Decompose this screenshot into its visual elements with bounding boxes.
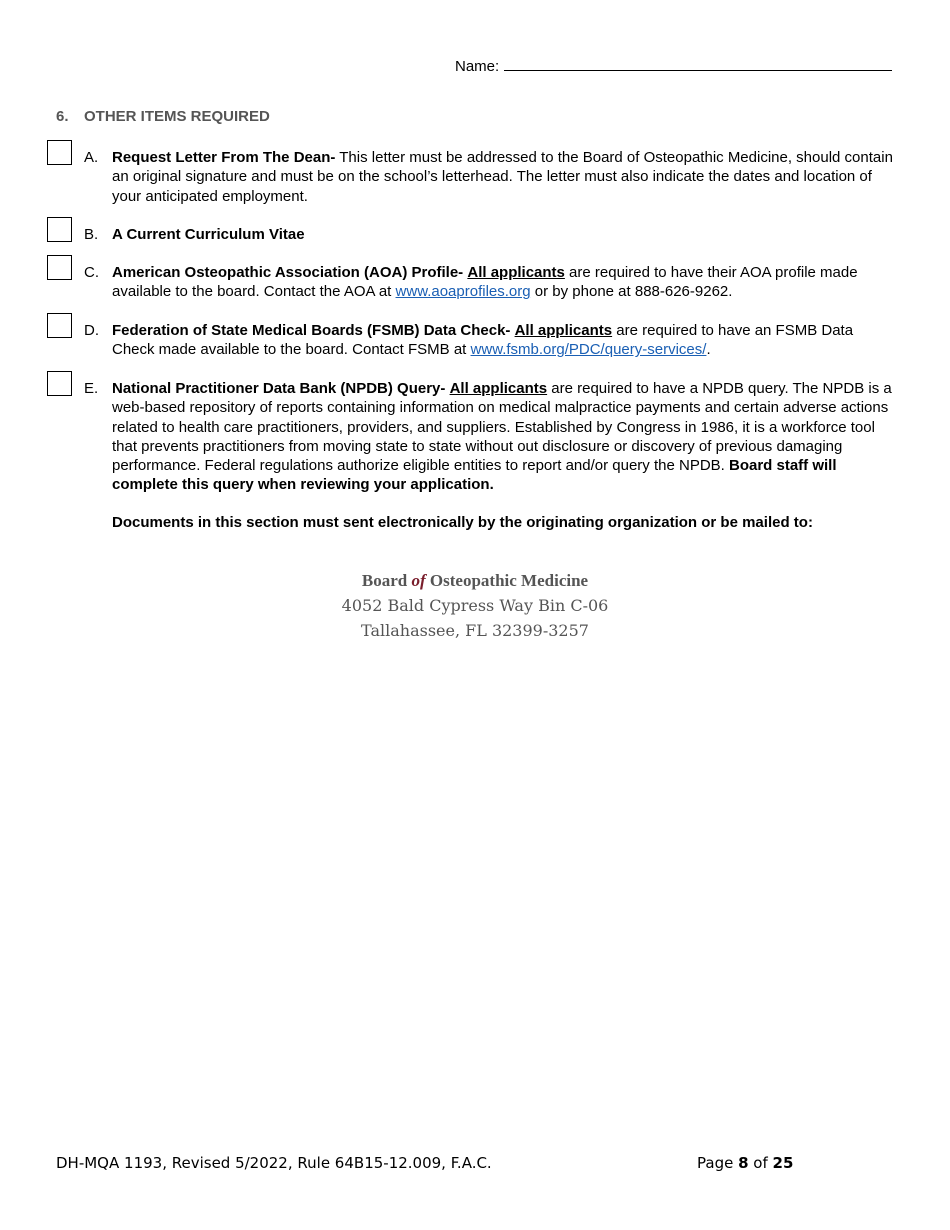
item-text xyxy=(112,321,897,360)
checkbox-item-c[interactable] xyxy=(47,255,72,280)
item-body: This letter must be addressed to the Board of Osteopathic Medicine, should contain an original signature and must be on the school’s letterhead. The letter must also indicate the dates and location of your anticipated employment. xyxy=(112,149,893,205)
item-emphasis: All applicants xyxy=(467,264,565,281)
name-field-row xyxy=(455,56,892,75)
mailing-address xyxy=(0,568,950,643)
item-letter: D. xyxy=(84,322,99,339)
aoa-link[interactable]: www.aoaprofiles.org xyxy=(395,283,531,301)
org-name-part: Board xyxy=(361,571,412,590)
item-body-end: or by phone at 888-626-9262. xyxy=(530,283,733,301)
address-line-2: Tallahassee, FL 32399-3257 xyxy=(361,621,589,640)
section-title: OTHER ITEMS REQUIRED xyxy=(84,108,270,125)
item-title: A Current Curriculum Vitae xyxy=(112,226,305,243)
mail-instructions: Documents in this section must sent electronically by the originating organization or be mailed to: xyxy=(112,514,813,531)
org-name-of: of xyxy=(411,571,426,590)
item-title: Federation of State Medical Boards (FSMB) Data Check- xyxy=(112,322,511,339)
item-title: National Practitioner Data Bank (NPDB) Query- xyxy=(112,380,446,397)
page-current: 8 xyxy=(738,1154,749,1172)
item-body: are required to have an FSMB Data Check made available to the board. Contact FSMB at xyxy=(112,322,854,359)
item-title: Request Letter From The Dean- xyxy=(112,149,336,166)
name-label: Name: xyxy=(455,58,500,75)
item-text xyxy=(112,263,897,302)
address-line-1: 4052 Bald Cypress Way Bin C-06 xyxy=(341,596,609,615)
name-input-line[interactable] xyxy=(504,56,892,71)
item-letter: E. xyxy=(84,380,99,397)
item-letter: C. xyxy=(84,264,99,281)
item-body-end: . xyxy=(706,341,711,359)
checkbox-item-d[interactable] xyxy=(47,313,72,338)
footer-page-number xyxy=(697,1154,793,1172)
page-total: 25 xyxy=(772,1154,794,1172)
section-heading xyxy=(56,108,270,125)
item-text xyxy=(112,379,897,495)
page-label: Page xyxy=(697,1154,739,1172)
item-emphasis: All applicants xyxy=(449,380,548,397)
address-organization xyxy=(0,568,950,593)
fsmb-link[interactable]: www.fsmb.org/PDC/query-services/ xyxy=(470,341,707,359)
footer-form-info: DH-MQA 1193, Revised 5/2022, Rule 64B15-12.009, F.A.C. xyxy=(56,1154,492,1172)
item-title: American Osteopathic Association (AOA) Profile- xyxy=(112,264,464,281)
item-closing: Board staff will complete this query when reviewing your application. xyxy=(112,457,837,494)
page-of: of xyxy=(748,1154,773,1172)
section-number: 6. xyxy=(56,108,69,125)
item-emphasis: All applicants xyxy=(514,322,613,339)
item-text xyxy=(112,225,897,244)
item-body: are required to have a NPDB query. The NPDB is a web-based repository of reports containing information on medical malpractice payments and certain adverse actions related to health care practitioners, providers, and suppliers. Established by Congress in 1986, it is a workforce tool that prevents practitioners from moving state to state without out disclosure or discovery of previous damaging performance. Federal regulations authorize eligible entities to report and/or query the NPDB. xyxy=(112,380,892,475)
checkbox-item-b[interactable] xyxy=(47,217,72,242)
item-text xyxy=(112,148,897,206)
checkbox-item-e[interactable] xyxy=(47,371,72,396)
org-name-part: Osteopathic Medicine xyxy=(425,571,589,590)
item-body: are required to have their AOA profile made available to the board. Contact the AOA at xyxy=(112,264,858,301)
checkbox-item-a[interactable] xyxy=(47,140,72,165)
item-letter: A. xyxy=(84,149,99,166)
item-letter: B. xyxy=(84,226,99,243)
